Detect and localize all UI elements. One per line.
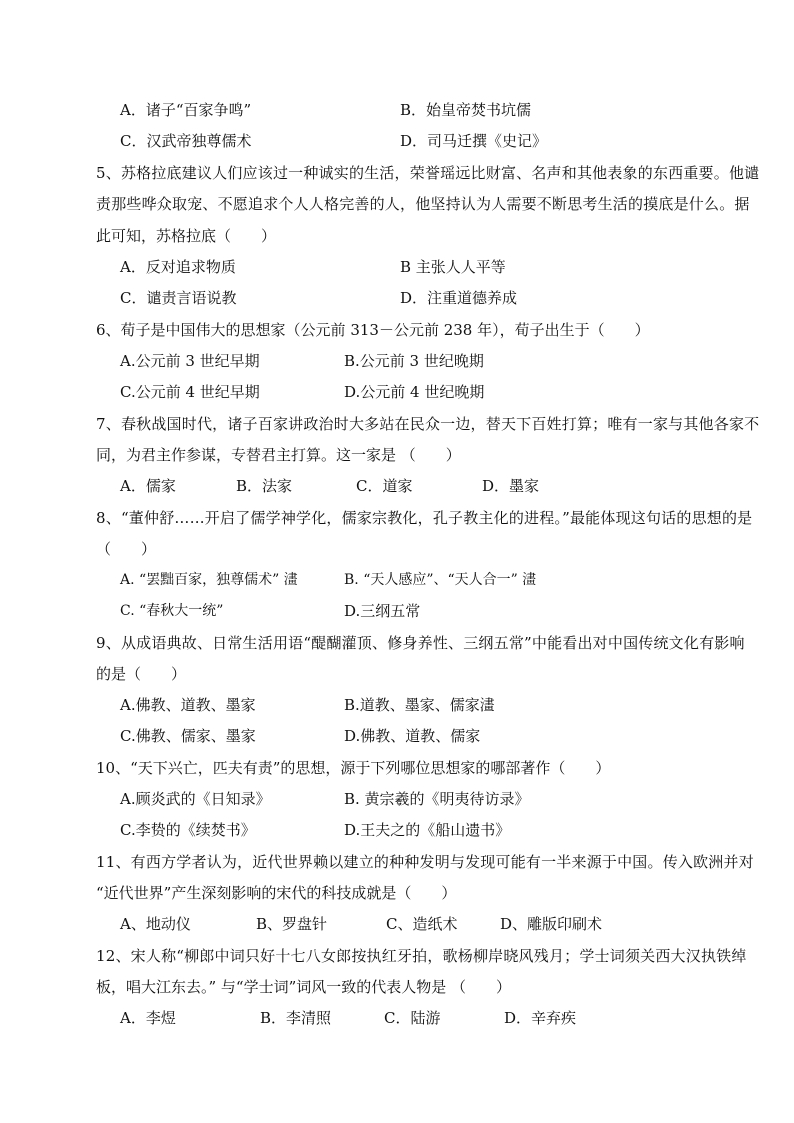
q12-option-a: A．李煜	[120, 1009, 176, 1027]
q10-option-c: C.李贽的《续焚书》	[120, 821, 256, 839]
q4-option-b: B．始皇帝焚书坑儒	[400, 101, 532, 119]
q10-option-a: A.顾炎武的《日知录》	[120, 790, 271, 808]
q7-option-b: B．法家	[236, 477, 293, 495]
q9-text-line-1: 9、从成语典故、日常生活用语“醍醐灌顶、修身养性、三纲五常”中能看出对中国传统文化有影响	[96, 634, 745, 652]
q7-text-line-1: 7、春秋战国时代，诸子百家讲政治时大多站在民众一边，替天下百姓打算；唯有一家与其他各家不	[96, 415, 760, 433]
q10-option-d: D.王夫之的《船山遗书》	[344, 821, 511, 839]
q6-option-a: A.公元前 3 世纪早期	[120, 352, 260, 370]
q4-option-d: D．司马迁撰《史记》	[400, 132, 548, 150]
q8-option-a: A. “罢黜百家，独尊儒术” 澅	[120, 572, 298, 588]
q10-option-b: B. 黄宗羲的《明夷待访录》	[344, 790, 530, 808]
q5-option-b: B 主张人人平等	[400, 258, 506, 276]
q12-text-line-1: 12、宋人称“柳郎中词只好十七八女郎按执红牙拍，歌杨柳岸晓风残月；学士词须关西大汉执铁绰	[96, 947, 747, 965]
q12-option-c: C．陆游	[384, 1009, 441, 1027]
q8-option-c: C. “春秋大一统”	[120, 603, 224, 619]
q6-option-b: B.公元前 3 世纪晚期	[344, 352, 484, 370]
q7-option-d: D．墨家	[482, 477, 540, 495]
q9-option-a: A.佛教、道教、墨家	[120, 696, 256, 714]
q7-option-a: A．儒家	[120, 477, 176, 495]
q11-text-line-1: 11、有西方学者认为，近代世界赖以建立的种种发明与发现可能有一半来源于中国。传入欧洲并对	[96, 853, 754, 871]
q5-option-c: C．谴责言语说教	[120, 289, 237, 307]
q5-option-d: D．注重道德养成	[400, 289, 518, 307]
q4-option-c: C．汉武帝独尊儒术	[120, 132, 252, 150]
q5-text-line-1: 5、苏格拉底建议人们应该过一种诚实的生活，荣誉瑶远比财富、名声和其他表象的东西重要。他谴	[96, 164, 760, 182]
q12-text-line-2: 板，唱大江东去。” 与“学士词”词风一致的代表人物是 （ ）	[96, 978, 512, 996]
q11-option-b: B、罗盘针	[256, 915, 328, 933]
q7-option-c: C．道家	[356, 477, 413, 495]
q9-text-line-2: 的是（ ）	[96, 665, 187, 683]
q6-option-c: C.公元前 4 世纪早期	[120, 383, 260, 401]
q9-option-d: D.佛教、道教、儒家	[344, 727, 481, 745]
q9-option-b: B.道教、墨家、儒家澅	[344, 696, 495, 714]
q11-option-c: C、造纸术	[386, 915, 458, 933]
q11-option-a: A、地动仪	[120, 915, 191, 933]
q8-text-line-2: （ ）	[96, 540, 157, 558]
q11-text-line-2: “近代世界”产生深刻影响的宋代的科技成就是（ ）	[96, 884, 457, 902]
q5-text-line-3: 此可知，苏格拉底（ ）	[96, 227, 277, 245]
q8-text-line-1: 8、“董仲舒……开启了儒学神学化，儒家宗教化，孔子教主化的进程。”最能体现这句话的思想的是	[96, 509, 753, 527]
q5-option-a: A．反对追求物质	[120, 258, 236, 276]
q5-text-line-2: 责那些哗众取宠、不愿追求个人人格完善的人，他坚持认为人需要不断思考生活的摸底是什么。据	[96, 195, 750, 213]
q12-option-d: D．辛弃疾	[504, 1009, 577, 1027]
q10-text-line-1: 10、“天下兴亡，匹夫有责”的思想，源于下列哪位思想家的哪部著作（ ）	[96, 759, 611, 777]
q6-option-d: D.公元前 4 世纪晚期	[344, 383, 485, 401]
q8-option-d: D.三纲五常	[344, 602, 421, 620]
q12-option-b: B．李清照	[260, 1009, 332, 1027]
q9-option-c: C.佛教、儒家、墨家	[120, 727, 256, 745]
q8-option-b: B. “天人感应”、“天人合一” 澅	[344, 572, 537, 588]
q4-option-a: A．诸子“百家争鸣”	[120, 101, 252, 119]
q6-text-line-1: 6、荀子是中国伟大的思想家（公元前 313－公元前 238 年），荀子出生于（ ）	[96, 321, 650, 339]
q7-text-line-2: 同，为君主作参谋，专替君主打算。这一家是 （ ）	[96, 446, 461, 464]
q11-option-d: D、雕版印刷术	[500, 915, 603, 933]
